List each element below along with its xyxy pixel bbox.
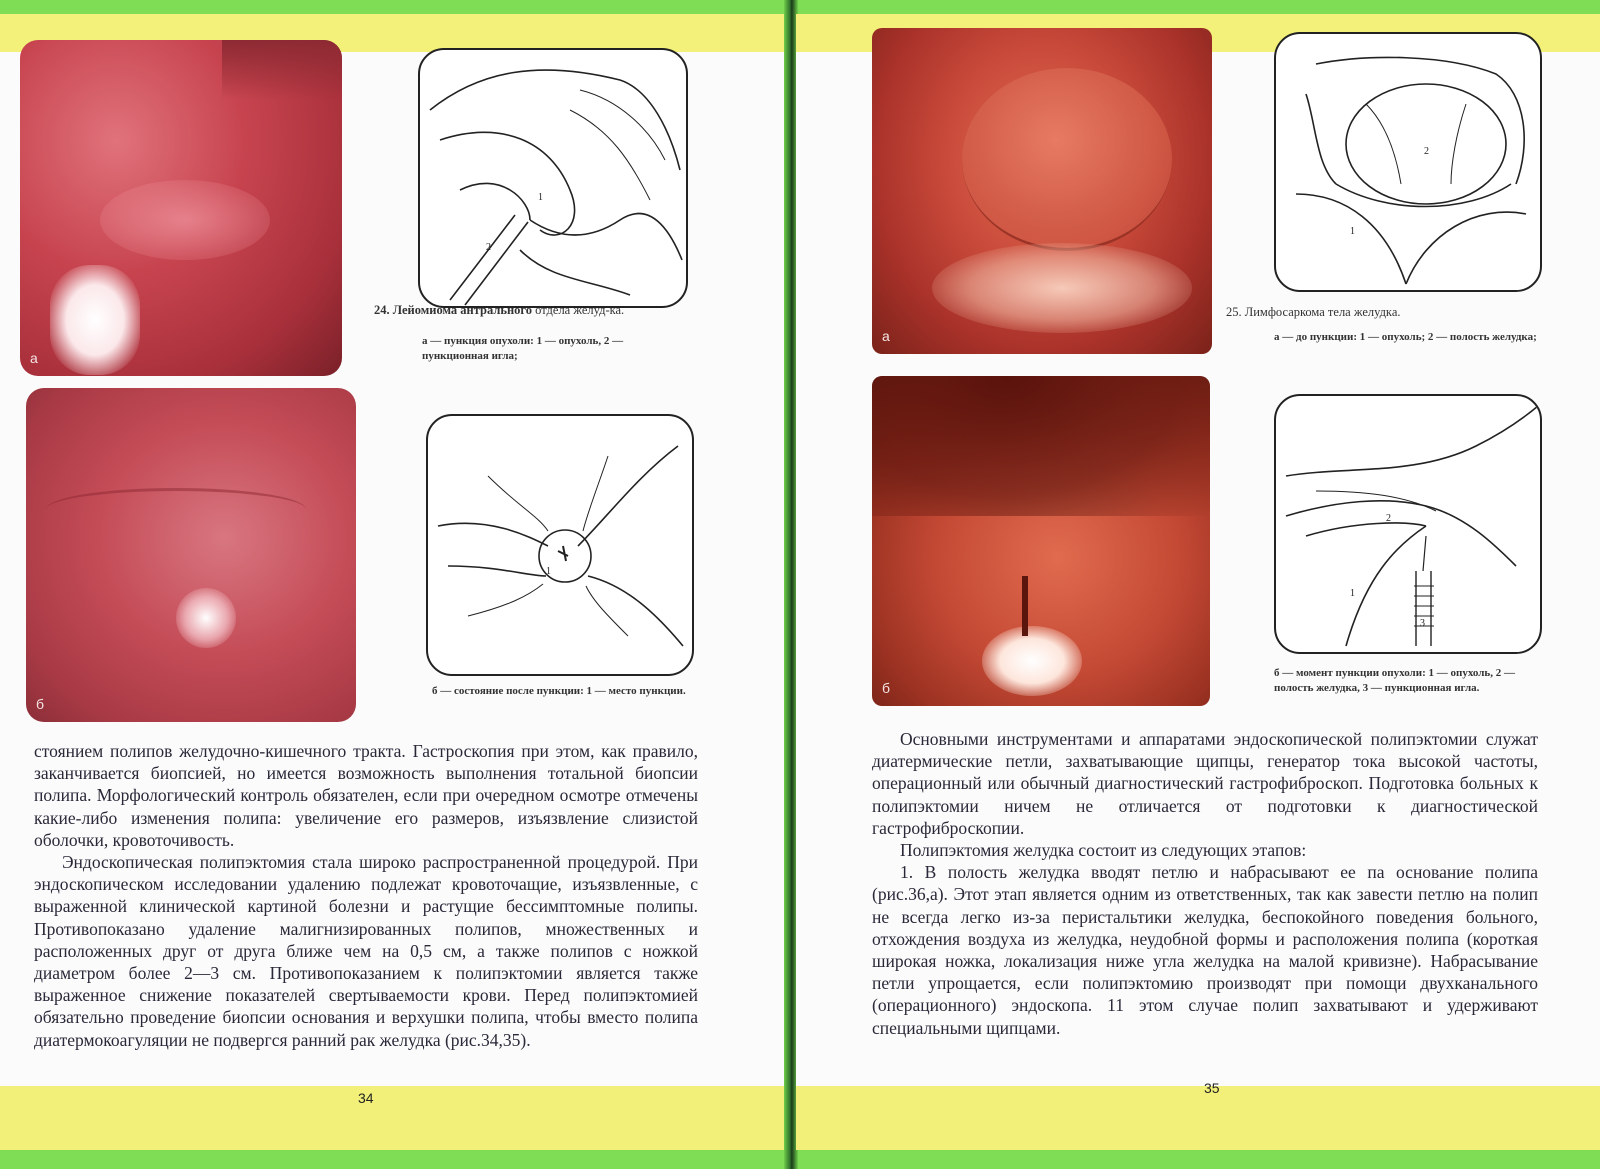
figure-25a-subcaption: а — до пункции: 1 — опухоль; 2 — полость желудка; bbox=[1274, 331, 1537, 343]
right-page bbox=[796, 14, 1600, 1150]
drawing-label: 2 bbox=[486, 242, 491, 253]
paragraph: 1. В полость желудка вводят петлю и набрасывают ее па основание полипа (рис.36,а). Этот этап является одним из ответственных, так как завести петлю на полип не всегда легко из-за перистальтики желудка, беспокойного поведения больного, отхождения воздуха из желудка, неудобной формы и расположения полипа (короткая широкая ножка, локализация ниже угла желудка на малой кривизне). Набрасывание петли упрощается, если полипэктомию производят при помощи двухканального (операционного) эндоскопа. 11 этом случае полип захватывают и удерживают специальными щипцами. bbox=[872, 862, 1538, 1038]
drawing-label: 2 bbox=[1386, 513, 1391, 524]
paragraph: Полипэктомия желудка состоит из следующих этапов: bbox=[900, 840, 1307, 861]
photo-letter: а bbox=[882, 328, 890, 344]
photo-letter: а bbox=[30, 350, 38, 366]
left-page bbox=[0, 14, 788, 1150]
line-drawing-25a bbox=[1274, 32, 1542, 292]
drawing-label: 1 bbox=[538, 192, 543, 203]
drawing-label: 1 bbox=[1350, 588, 1355, 599]
paragraph: Эндоскопическая полипэктомия стала широко распространенной процедурой. При эндоскопическом исследовании удалению подлежат кровоточащие, изъязвленные, с выраженной клинической картиной болезни и растущие бессимптомные полипы. Противопоказано удаление малигнизированных полипов, множественных и расположенных друг от друга ближе чем на 0,5 см, а также полипов с ножкой диаметром более 2—3 см. Противопоказанием к полипэктомии является также выраженное снижение показателей свертываемости крови. Перед полипэктомией обязательно проведение биопсии основания и верхушки полипа, чтобы вместо полипа диатермокоагуляции не подвергся ранний рак желудка (рис.34,35). bbox=[34, 852, 698, 1050]
figure-24a-subcaption: а — пункция опухоли: 1 — опухоль, 2 — пункционная игла; bbox=[422, 335, 624, 362]
drawing-label: 1 bbox=[1350, 226, 1355, 237]
right-body-text bbox=[872, 728, 1538, 1039]
page-number: 35 bbox=[1204, 1080, 1220, 1096]
figure-25b-subcaption: б — момент пункции опухоли: 1 — опухоль, 2 — полость желудка, 3 — пункционная игла. bbox=[1274, 667, 1515, 694]
page-number: 34 bbox=[358, 1090, 374, 1106]
endoscopy-photo-24b bbox=[26, 388, 356, 722]
line-drawing-25b bbox=[1274, 394, 1542, 654]
endoscopy-photo-25a bbox=[872, 28, 1212, 354]
top-green-band bbox=[0, 0, 1600, 14]
page-bottom-band bbox=[796, 1086, 1600, 1150]
drawing-label: 2 bbox=[1424, 146, 1429, 157]
figure-24-caption: 24. Лейомиома антрального отдела желуд-ка. bbox=[374, 303, 625, 317]
page-bottom-band bbox=[0, 1086, 788, 1150]
drawing-label: 3 bbox=[1420, 618, 1425, 629]
photo-letter: б bbox=[36, 696, 45, 712]
line-drawing-24b bbox=[426, 414, 694, 676]
photo-letter: б bbox=[882, 680, 891, 696]
paragraph: стоянием полипов желудочно-кишечного тракта. Гастроскопия при этом, как правило, заканчивается биопсией, но имеется возможность выполнения тотальной биопсии полипа. Морфологический контроль обязателен, если при очередном осмотре отмечены какие-либо изменения полипа: увеличение его размеров, изъязвление слизистой оболочки, кровоточивость. bbox=[34, 741, 698, 850]
paragraph: Основными инструментами и аппаратами эндоскопической полипэктомии служат диатермические петли, захватывающие щипцы, генератор тока высокой частоты, операционный или обычный диагностический гастрофиброскоп. Подготовка больных к полипэктомии ничем не отличается от подготовки к диагностической гастрофиброскопии. bbox=[872, 729, 1538, 838]
endoscopy-photo-25b bbox=[872, 376, 1210, 706]
drawing-label: 1 bbox=[546, 566, 551, 577]
figure-25-caption: 25. Лимфосаркома тела желудка. bbox=[1226, 305, 1401, 319]
left-body-text bbox=[34, 740, 698, 1051]
line-drawing-24a bbox=[418, 48, 688, 308]
bottom-green-band bbox=[0, 1150, 1600, 1169]
figure-24b-subcaption: б — состояние после пункции: 1 — место пункции. bbox=[432, 685, 686, 697]
endoscopy-photo-24a bbox=[20, 40, 342, 376]
